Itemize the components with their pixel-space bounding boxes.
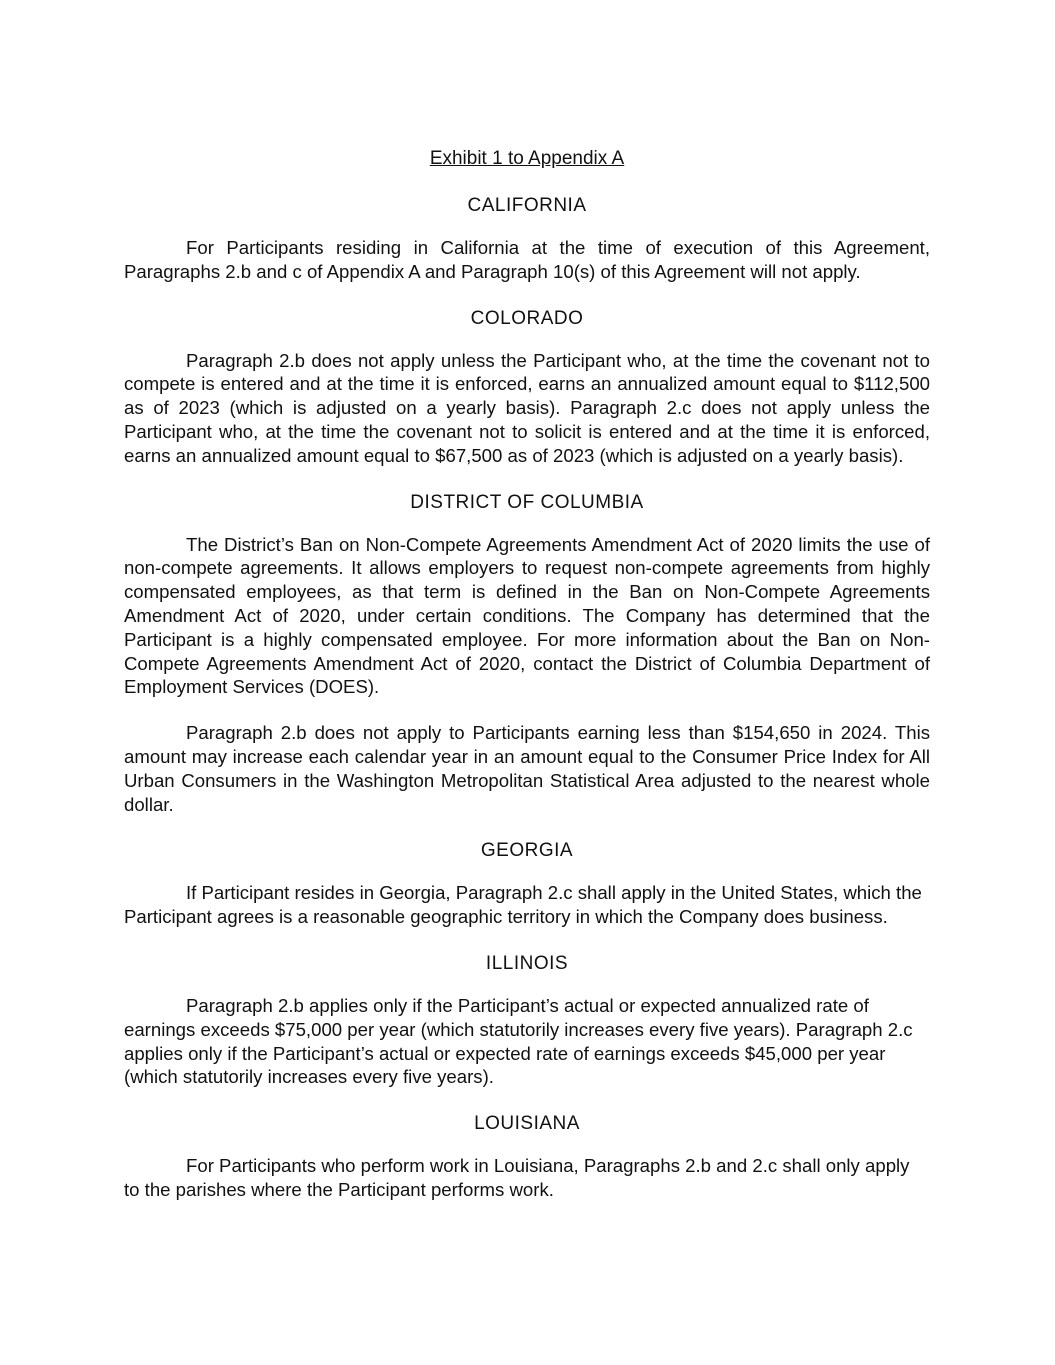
section-paragraph: The District’s Ban on Non-Compete Agreements Amendment Act of 2020 limits the use of non-compete agreements. It allows employers to request non-compete agreements from highly compensated employees, as that term is defined in the Ban on Non-Compete Agreements Amendment Act of 2020, under certain conditions. The Company has determined that the Participant is a highly compensated employee. For more information about the Ban on Non-Compete Agreements Amendment Act of 2020, contact the District of Columbia Department of Employment Services (DOES).	[124, 533, 930, 698]
section-paragraph: If Participant resides in Georgia, Paragraph 2.c shall apply in the United States, which the Participant agrees is a reasonable geographic territory in which the Company does business.	[124, 882, 922, 928]
document-title: Exhibit 1 to Appendix A	[429, 148, 625, 169]
section-louisiana	[124, 1111, 930, 1202]
section-heading: COLORADO	[470, 307, 584, 329]
section-heading: DISTRICT OF COLUMBIA	[410, 491, 644, 513]
section-paragraph: Paragraph 2.b does not apply to Participants earning less than $154,650 in 2024. This amount may increase each calendar year in an amount equal to the Consumer Price Index for All Urban Consumers in the Washington Metropolitan Statistical Area adjusted to the nearest whole dollar.	[124, 722, 930, 815]
section-illinois	[124, 951, 930, 1089]
section-california	[124, 193, 930, 284]
section-heading: ILLINOIS	[485, 952, 569, 974]
document-page	[124, 146, 930, 1224]
section-paragraph: Paragraph 2.b does not apply unless the Participant who, at the time the covenant not to compete is entered and at the time it is enforced, earns an annualized amount equal to $112,500 as of 2023 (which is adjusted on a yearly basis). Paragraph 2.c does not apply unless the Participant who, at the time the covenant not to solicit is entered and at the time it is enforced, earns an annualized amount equal to $67,500 as of 2023 (which is adjusted on a yearly basis).	[124, 349, 930, 466]
section-paragraph: For Participants who perform work in Louisiana, Paragraphs 2.b and 2.c shall only apply to the parishes where the Participant performs work.	[124, 1155, 910, 1200]
section-paragraph: Paragraph 2.b applies only if the Participant’s actual or expected annualized rate of earnings exceeds $75,000 per year (which statutorily increases every five years). Paragraph 2.c applies only if the Participant’s actual or expected rate of earnings exceeds $45,000 per year (which statutorily increases every five years).	[124, 994, 913, 1088]
section-paragraph: For Participants residing in California at the time of execution of this Agreement, Paragraphs 2.b and c of Appendix A and Paragraph 10(s) of this Agreement will not apply.	[124, 237, 930, 282]
section-heading: LOUISIANA	[474, 1113, 580, 1135]
section-heading: CALIFORNIA	[467, 195, 587, 216]
section-georgia	[124, 838, 930, 929]
section-colorado	[124, 306, 930, 468]
section-district-of-columbia	[124, 490, 930, 817]
section-heading: GEORGIA	[480, 840, 574, 862]
